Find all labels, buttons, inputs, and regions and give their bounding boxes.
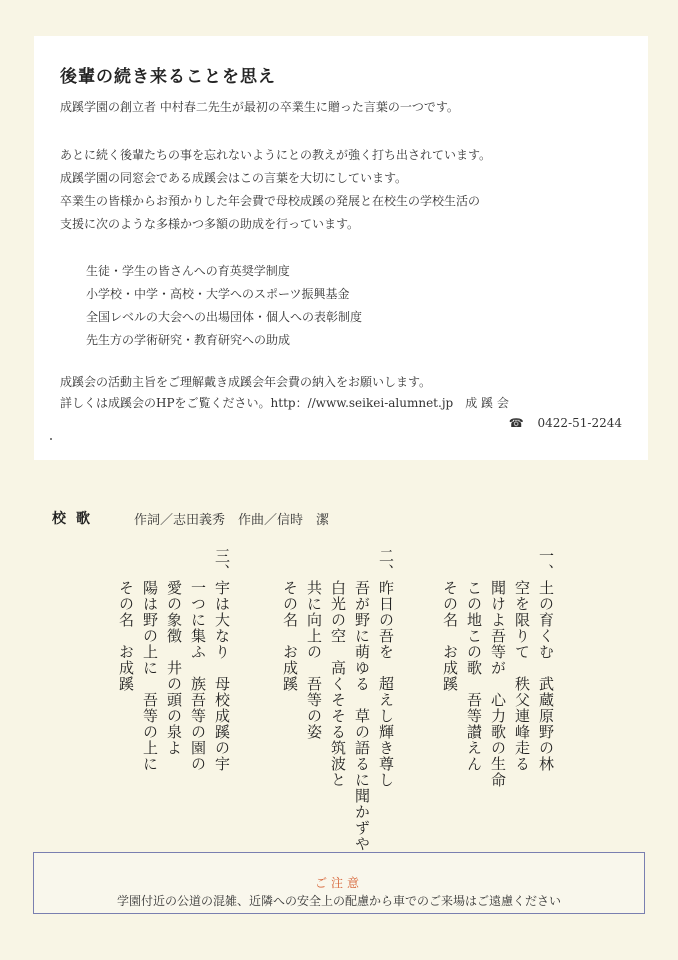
song-credits: 作詞／志田義秀 作曲／信時 潔 [134, 513, 330, 528]
intro-line-1: 成蹊学園の創立者 中村春二先生が最初の卒業生に贈った言葉の一つです。 [60, 100, 459, 114]
verse-2-line-4: 共に向上の 吾等の姿 [305, 548, 323, 740]
verse-3-line-3: 愛の象徴 井の頭の泉よ [165, 548, 183, 756]
decorative-dot [50, 438, 52, 440]
verse-2-line-1: 二、昨日の吾を 超えし輝き尊し [377, 548, 395, 788]
intro-line-3: 成蹊学園の同窓会である成蹊会はこの言葉を大切にしています。 [60, 171, 408, 185]
verse-2-line-3: 白光の空 高くそそる筑波と [329, 548, 347, 788]
verse-1-line-1: 一、土の育くむ 武蔵原野の林 [537, 548, 555, 772]
support-item-awards: 全国レベルの大会への出場団体・個人への表彰制度 [86, 310, 363, 324]
verse-1-line-5: その名 お成蹊 [441, 548, 459, 692]
verse-3-line-4: 陽は野の上に 吾等の上に [141, 548, 159, 772]
verse-1-line-3: 聞けよ吾等が 心力歌の生命 [489, 548, 507, 788]
phone-contact [509, 416, 622, 430]
verse-2-line-2: 吾が野に萌ゆる 草の語るに聞かずや [353, 548, 371, 852]
verse-3-line-5: その名 お成蹊 [117, 548, 135, 692]
verse-1-line-4: この地この歌 吾等讃えん [465, 548, 483, 772]
telephone-icon: ☎ [508, 416, 524, 430]
notice-body: 学園付近の公道の混雑、近隣への安全上の配慮から車でのご来場はご遠慮ください [116, 894, 561, 908]
verse-2-line-5: その名 お成蹊 [281, 548, 299, 692]
support-item-research-grant: 先生方の学術研究・教育研究への助成 [86, 333, 291, 347]
verse-3-line-1: 三、宇は大なり 母校成蹊の宇 [213, 548, 231, 772]
intro-heading: 後輩の続き来ることを思え [60, 67, 276, 87]
notice-title: ご注意 [314, 876, 363, 890]
support-item-sports-fund: 小学校・中学・高校・大学へのスポーツ振興基金 [86, 287, 350, 301]
support-item-scholarship: 生徒・学生の皆さんへの育英奨学制度 [86, 264, 290, 278]
intro-line-2: あとに続く後輩たちの事を忘れないようにとの教えが強く打ち出されています。 [60, 148, 492, 162]
song-title: 校歌 [52, 511, 100, 527]
verse-3-line-2: 一つに集ふ 族吾等の園の [189, 548, 207, 772]
phone-number: 0422-51-2244 [537, 416, 622, 430]
closing-website[interactable]: 詳しくは成蹊会のHPをご覧ください。http：//www.seikei-alumnet.jp 成 蹊 会 [60, 396, 509, 410]
intro-line-4: 卒業生の皆様からお預かりした年会費で母校成蹊の発展と在校生の学校生活の [60, 194, 481, 208]
verse-1-line-2: 空を限りて 秩父連峰走る [513, 548, 531, 772]
intro-line-5: 支援に次のような多様かつ多額の助成を行っています。 [60, 217, 360, 231]
closing-request: 成蹊会の活動主旨をご理解戴き成蹊会年会費の納入をお願いします。 [60, 375, 432, 389]
